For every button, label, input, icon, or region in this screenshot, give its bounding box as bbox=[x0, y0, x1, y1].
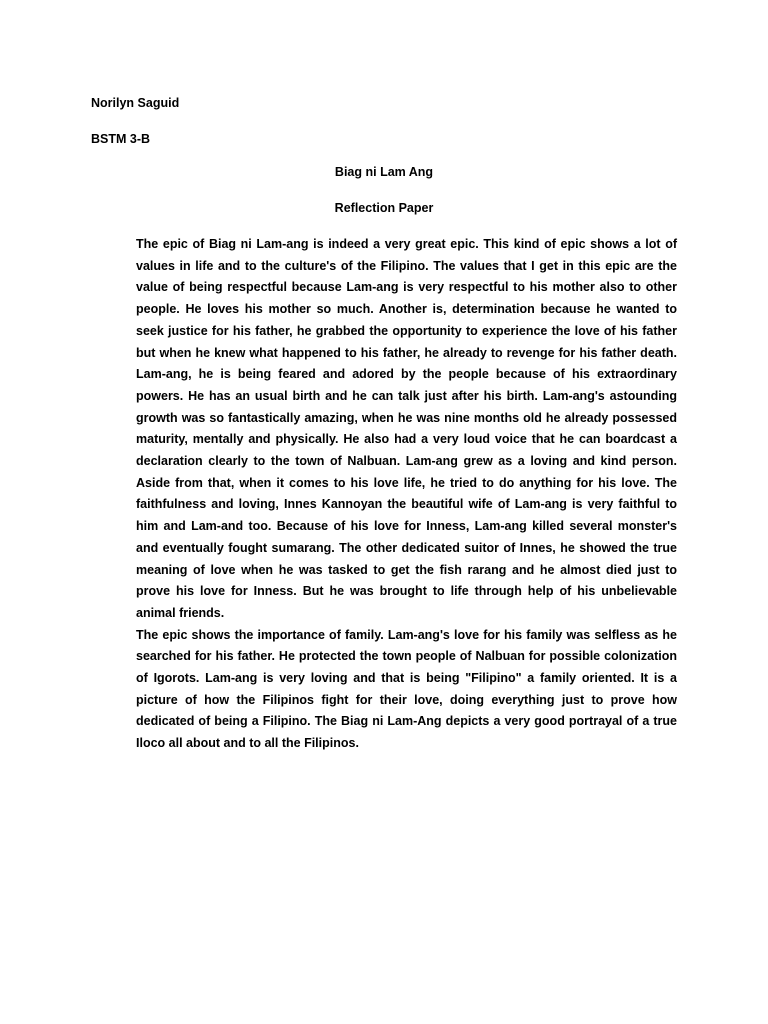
paragraph: The epic shows the importance of family. Lam-ang's love for his family was selfless as he searched for his father. He protected the town people of Nalbuan for possible colonization of Igorots. Lam-ang is very loving and that is being "Filipino" a family oriented. It is a picture of how the Filipinos fight for their love, doing everything just to prove how dedicated of being a Filipino. The Biag ni Lam-Ang depicts a very good portrayal of a true Iloco all about and to all the Filipinos. bbox=[136, 627, 677, 751]
document-subtitle: Reflection Paper bbox=[334, 201, 434, 215]
document-title: Biag ni Lam Ang bbox=[334, 165, 434, 179]
paragraph: The epic of Biag ni Lam-ang is indeed a very great epic. This kind of epic shows a lot of values in life and to the culture's of the Filipino. The values that I get in this epic are the value of being respectful because Lam-ang is very respectful to his mother also to other people. He loves his mother so much. Another is, determination because he wanted to seek justice for his father, he grabbed the opportunity to experience the love of his father but when he knew what happened to his father, he already to revenge for his father death. Lam-ang, he is being feared and adored by the people because of his extraordinary powers. He has an usual birth and he can talk just after his birth. Lam-ang's astounding growth was so fantastically amazing, when he was nine months old he already possessed maturity, mentally and physically. He also had a very loud voice that he can boardcast a declaration clearly to the town of Nalbuan. Lam-ang grew as a loving and kind person. Aside from that, when it comes to his love life, he tried to do anything for his love. The faithfulness and loving, Innes Kannoyan the beautiful wife of Lam-ang is very faithful to him and Lam-and too. Because of his love for Inness, Lam-ang killed several monster's and eventually fought sumarang. The other dedicated suitor of Innes, he showed the true meaning of love when he was tasked to get the fish rarang and he almost died just to prove his love for Inness. But he was brought to life through help of his unbelievable animal friends. bbox=[136, 237, 677, 620]
body-text bbox=[136, 234, 677, 755]
author-name: Norilyn Saguid bbox=[91, 96, 180, 110]
course-section: BSTM 3-B bbox=[91, 132, 151, 146]
